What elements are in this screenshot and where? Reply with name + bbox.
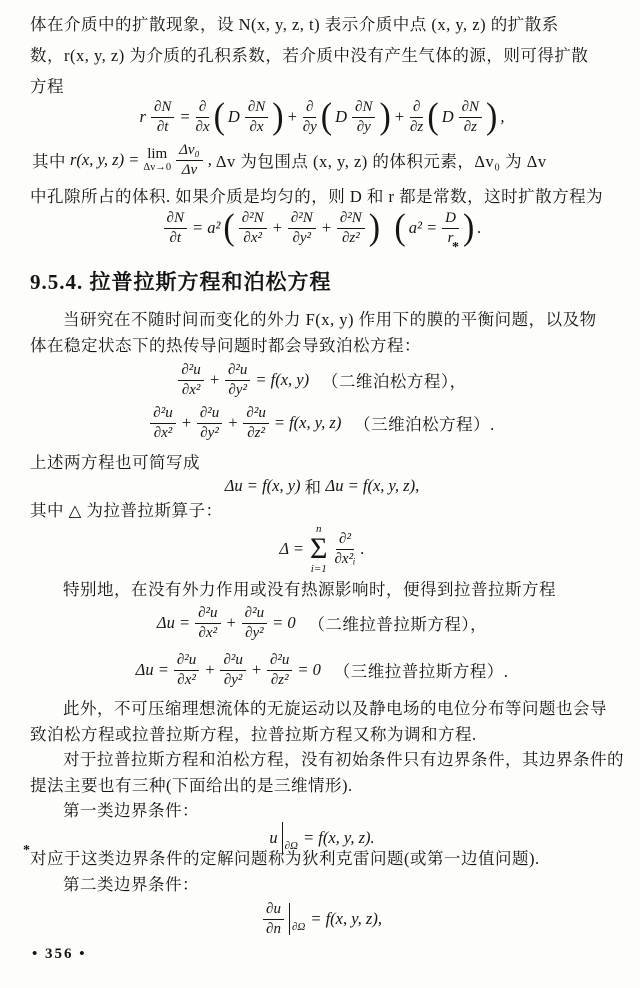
math-text: D [335,107,348,126]
math-text: + [204,660,216,679]
paragraph-line: 特别地，在没有外力作用或没有热源影响时，便得到拉普拉斯方程 [63,580,556,599]
fraction-numerator: ∂²u [243,405,268,424]
fraction-numerator: ∂²u [150,405,175,424]
math-text: = a² [191,218,221,237]
equation-poisson-short [30,472,614,500]
big-paren: ( [213,96,225,137]
paragraph-line: 致泊松方程或拉普拉斯方程，拉普拉斯方程又称为调和方程. [30,725,477,744]
fraction-numerator: ∂²N [288,210,316,229]
math-text: Δu = f(x, y) [224,476,301,495]
math-label-text: （二维泊松方程）， [313,372,467,391]
fraction-numerator: D [442,210,459,229]
fraction-denominator: ∂y² [200,425,219,441]
fraction-numerator: ∂ [303,99,316,118]
fraction [174,652,199,688]
math-text: r(x, y, z) = [70,150,140,169]
fraction-numerator: ∂²u [220,652,245,671]
fraction-numerator: ∂N [352,99,375,118]
paragraph-line: 对应于这类边界条件的定解问题称为狄利克雷问题(或第一边值问题). [30,849,540,868]
big-paren: ) [272,96,284,137]
math-text: = f(x, y, z), [310,909,382,928]
math-text: + [250,660,262,679]
math-text [381,218,393,238]
fraction-denominator: ∂z [410,119,424,135]
fraction-numerator: ∂²u [242,605,267,624]
margin-asterisk: * [23,843,30,858]
paragraph-line: 提法主要也有三种(下面给出的是三维情形). [30,776,353,795]
summation-symbol [310,524,327,575]
math-text: = f(x, y, z). [303,828,375,847]
paragraph-line: 体在介质中的扩散现象，设 N(x, y, z, t) 表示介质中点 (x, y, z) 的扩散系 [30,15,559,34]
fraction-denominator: Δv [181,162,198,178]
summation-lower: i=1 [310,562,327,575]
fraction-numerator: ∂²u [195,605,220,624]
fraction [197,405,222,441]
limit-subscript: Δv→0 [143,161,172,173]
math-text: + [271,218,283,237]
fraction-denominator: ∂x² [177,672,196,688]
fraction-numerator: ∂²u [174,652,199,671]
math-text: = 0 [272,613,296,632]
fraction [151,99,174,135]
equation-boundary-second-kind [30,896,614,942]
fraction-numerator: ∂²u [267,652,292,671]
fraction [410,99,423,135]
fraction-numerator: ∂N [459,99,482,118]
math-text: . [360,539,365,558]
math-text: u [269,828,278,847]
math-label-text: （三维泊松方程）. [345,415,495,434]
fraction [164,210,187,246]
fraction-denominator: ∂x [195,119,210,135]
paragraph-line: 对于拉普拉斯方程和泊松方程，没有初始条件只有边界条件，其边界条件的 [63,750,624,769]
summation-upper: n [316,522,322,535]
fraction-denominator: ∂z² [247,425,265,441]
fraction-denominator: ∂x² [243,230,262,246]
math-text: , [207,150,212,169]
math-text: + [393,107,405,126]
math-text: = [179,107,191,126]
limit-word: lim [147,145,168,162]
big-paren: ) [368,207,381,248]
math-text: = f(x, y) [255,370,310,389]
math-text: D [227,107,240,126]
paragraph-line: 中孔隙所占的体积. 如果介质是均匀的，则 D 和 r 都是常数，这时扩散方程为 [30,187,604,206]
equation-laplacian-operator [30,522,614,576]
bar-subscript: ∂Ω [284,840,298,852]
math-text: = f(x, y, z) [273,413,342,432]
paragraph-line: 方程 [30,77,64,96]
fraction-denominator: ∂y² [228,382,247,398]
fraction-denominator: ∂x² [181,382,201,398]
fraction [196,99,210,135]
fraction-denominator: ∂t [169,230,182,246]
math-text: + [320,218,332,237]
fraction-denominator: ∂z [463,119,477,135]
fraction [335,531,356,567]
paragraph-line: 第一类边界条件： [63,801,199,820]
fraction [303,99,317,135]
limit-operator [143,147,171,174]
big-paren: ( [320,96,333,137]
fraction-numerator: ∂²N [239,210,267,229]
paragraph-line: 第二类边界条件： [63,875,199,894]
math-text: + [225,613,237,632]
fraction-numerator: ∂²N [337,210,365,229]
math-text: Δ = [279,539,305,558]
big-paren: ) [463,207,475,248]
fraction [245,99,268,135]
fraction-numerator: ∂N [164,210,187,229]
math-label-text: 其中 [32,152,66,171]
equation-poisson-2d [30,358,614,402]
paragraph-line: 上述两方程也可简写成 [30,453,200,472]
fraction-denominator: ∂x [249,119,264,135]
equation-laplace-3d [30,646,614,694]
math-text: Δu = [156,613,191,632]
fraction [459,99,482,135]
sigma-glyph: Σ [310,531,328,565]
fraction-denominator: ∂x² [198,625,218,641]
math-text: r [139,107,146,126]
math-label-text: 和 [304,478,322,497]
fraction [220,652,245,688]
fraction [195,605,220,641]
fraction-numerator: ∂²u [225,362,250,381]
fraction [337,210,365,246]
fraction [150,405,175,441]
paragraph-line: 体在稳定状态下的热传导问题时都会导致泊松方程： [30,336,421,355]
fraction [242,605,267,641]
equation-diffusion-general [30,94,614,140]
fraction [225,362,250,398]
math-text: + [227,413,239,432]
fraction-denominator: ∂x² [153,425,173,441]
paragraph-line: 其中 △ 为拉普拉斯算子： [30,501,223,520]
bar-subscript: ∂Ω [291,921,306,933]
math-label-text: （二维拉普拉斯方程）， [299,615,488,634]
big-paren: ( [427,96,439,137]
fraction-numerator: ∂²u [197,405,222,424]
fraction-denominator: ∂y² [245,625,264,641]
fraction [263,901,284,937]
fraction-denominator: ∂z² [341,230,360,246]
math-text: = 0 [297,660,321,679]
big-paren: ) [486,96,498,137]
fraction-numerator: ∂u [263,901,284,920]
fraction-denominator: ∂y² [223,672,243,688]
equation-poisson-3d [30,400,614,446]
fraction-numerator: Δv₀ [176,142,203,161]
equation-porosity-definition [30,138,614,182]
fraction-denominator: ∂x²ᵢ [334,551,356,567]
math-label-text: （三维拉普拉斯方程）. [324,662,509,681]
fraction [178,362,203,398]
fraction-denominator: ∂n [266,921,281,937]
math-text: Δu = f(x, y, z), [325,476,420,495]
paragraph-line: 此外，不可压缩理想流体的无旋运动以及静电场的电位分布等问题也会导 [63,699,607,718]
fraction-denominator: ∂y [356,119,371,135]
big-paren: ) [379,96,391,137]
fraction-denominator: ∂t [156,119,169,135]
math-text: D [441,107,454,126]
fraction-numerator: ∂² [336,531,354,550]
page-number: • 356 • [32,946,87,962]
equation-diffusion-homogeneous [30,204,614,252]
equation-laplace-2d [30,600,614,646]
big-paren: ( [394,207,406,248]
math-text: a² = [408,218,438,237]
fraction-denominator: ∂y² [292,230,312,246]
fraction-numerator: ∂²u [178,362,203,381]
fraction [288,210,316,246]
fraction-denominator: r [447,230,454,246]
fraction-numerator: ∂ [196,99,209,118]
footnote-asterisk: * [452,240,459,255]
restriction-bar [289,903,306,935]
fraction [267,652,292,688]
fraction-denominator: ∂y [302,119,317,135]
math-text: . [477,218,482,237]
math-text: , [500,107,505,126]
paragraph-line: 当研究在不随时间而变化的外力 F(x, y) 作用下的膜的平衡问题，以及物 [63,310,597,329]
fraction-numerator: ∂ [410,99,423,118]
big-paren: ( [223,207,235,248]
fraction [176,142,203,178]
math-text: + [208,370,220,389]
paragraph-line: 数，r(x, y, z) 为介质的孔积系数，若介质中没有产生气体的源，则可得扩散 [30,46,589,65]
math-text: + [286,107,298,126]
math-text: Δu = [135,660,169,679]
section-heading: 9.5.4. 拉普拉斯方程和泊松方程 [30,270,332,294]
fraction [352,99,375,135]
fraction-numerator: ∂N [151,99,174,118]
math-label-text: Δv 为包围点 (x, y, z) 的体积元素，Δv₀ 为 Δv [215,152,547,171]
fraction-numerator: ∂N [245,99,268,118]
fraction-denominator: ∂z² [270,672,289,688]
math-text: + [180,413,192,432]
fraction [239,210,267,246]
fraction [243,405,268,441]
